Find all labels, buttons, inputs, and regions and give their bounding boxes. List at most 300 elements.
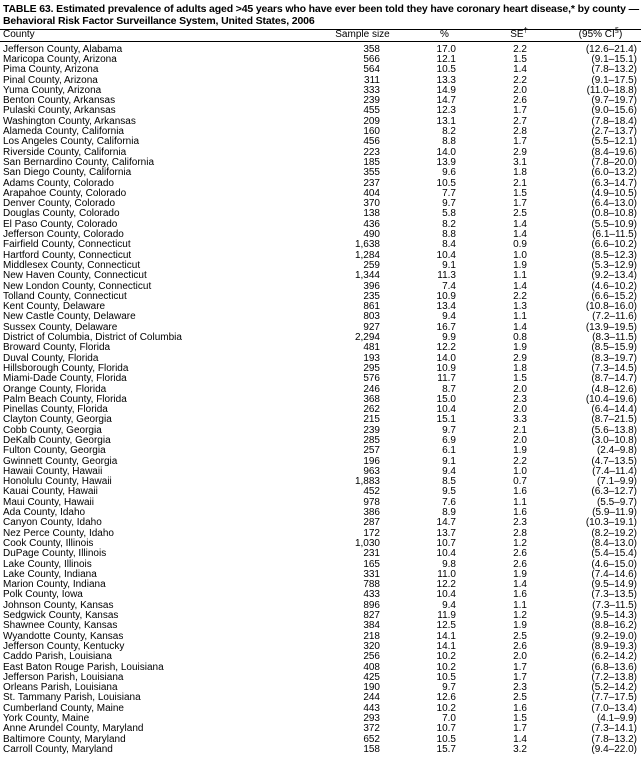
column-header-ci-close: ) [618,29,623,41]
cell-percent: 12.2 [436,579,456,591]
cell-sample-size: 239 [363,424,380,436]
cell-se: 2.9 [513,352,527,364]
cell-sample-size: 1,638 [354,239,380,251]
cell-county: DeKalb County, Georgia [3,434,111,446]
cell-sample-size: 490 [363,229,380,241]
cell-sample-size: 370 [363,198,380,210]
cell-sample-size: 239 [363,95,380,107]
cell-ci: (7.8–13.2) [591,64,637,76]
cell-county: Arapahoe County, Colorado [3,187,127,199]
cell-se: 1.9 [513,620,527,632]
cell-county: Lake County, Indiana [3,568,97,580]
cell-county: Benton County, Arkansas [3,95,116,107]
cell-county: St. Tammany Parish, Louisiana [3,692,141,704]
cell-sample-size: 963 [363,465,380,477]
cell-se: 2.1 [513,177,527,189]
cell-percent: 13.9 [436,156,456,168]
cell-percent: 9.7 [442,682,456,694]
cell-ci: (5.4–15.4) [591,548,637,560]
cell-percent: 5.8 [442,208,456,220]
cell-sample-size: 1,284 [354,249,380,261]
cell-percent: 8.4 [442,239,456,251]
cell-ci: (5.2–14.2) [591,682,637,694]
cell-ci: (5.6–13.8) [591,424,637,436]
cell-sample-size: 138 [363,208,380,220]
cell-sample-size: 566 [363,54,380,65]
cell-percent: 6.1 [442,445,456,457]
cell-ci: (2.7–13.7) [591,126,637,138]
column-header-county: County [3,29,35,41]
cell-county: District of Columbia, District of Columbia [3,332,182,344]
cell-sample-size: 244 [363,692,380,704]
cell-ci: (8.7–21.5) [591,414,637,426]
cell-ci: (7.2–11.6) [592,311,637,323]
cell-percent: 10.2 [436,702,456,714]
cell-county: Sedgwick County, Kansas [3,610,119,622]
cell-ci: (4.6–10.2) [591,280,637,292]
cell-ci: (6.0–13.2) [591,167,637,179]
cell-se: 0.9 [513,239,527,251]
cell-sample-size: 443 [363,702,380,714]
cell-ci: (9.7–19.7) [591,95,637,107]
cell-sample-size: 1,030 [354,537,380,549]
table-title-line-1: TABLE 63. Estimated prevalence of adults aged >45 years who have ever been told they have coronary heart disease,* by county — [3,3,639,15]
cell-sample-size: 256 [363,651,380,663]
cell-county: Jefferson County, Kentucky [3,640,125,652]
cell-percent: 7.6 [442,496,456,508]
cell-ci: (10.4–19.6) [585,393,637,405]
cell-percent: 9.7 [442,424,456,436]
cell-se: 1.7 [513,723,527,735]
cell-ci: (5.5–9.7) [596,496,637,508]
cell-county: Orange County, Florida [3,383,107,395]
cell-county: Jefferson County, Alabama [3,43,123,55]
cell-se: 1.1 [513,311,527,323]
cell-ci: (7.3–14.5) [591,362,637,374]
cell-se: 1.4 [513,280,527,292]
cell-sample-size: 311 [364,74,380,86]
cell-percent: 11.9 [437,610,456,622]
cell-county: Canyon County, Idaho [3,517,102,529]
cell-sample-size: 196 [363,455,380,467]
cell-percent: 8.5 [442,476,456,488]
cell-se: 1.4 [513,321,527,333]
cell-percent: 10.5 [436,671,456,683]
cell-se: 2.1 [513,424,527,436]
cell-percent: 14.7 [436,517,456,529]
column-header-percent: % [440,29,449,41]
cell-ci: (10.8–16.0) [585,301,637,313]
cell-county: Tolland County, Connecticut [3,290,127,302]
cell-ci: (8.4–13.0) [591,537,637,549]
cell-percent: 10.5 [436,733,456,745]
cell-sample-size: 262 [363,404,380,416]
cell-county: Marion County, Indiana [3,579,106,591]
cell-percent: 14.7 [436,95,456,107]
cell-sample-size: 185 [363,156,380,168]
cell-percent: 12.1 [436,54,456,65]
dagger-symbol: † [523,26,528,36]
cell-sample-size: 436 [363,218,380,230]
cell-sample-size: 564 [363,64,380,76]
table-row [0,374,641,384]
cell-ci: (10.3–19.1) [585,517,637,529]
cell-ci: (8.5–15.9) [591,342,637,354]
cell-county: Middlesex County, Connecticut [3,259,141,271]
cell-county: Hartford County, Connecticut [3,249,132,261]
table-header-row [0,30,641,41]
cell-county: Broward County, Florida [3,342,111,354]
cell-se: 2.0 [513,383,527,395]
cell-percent: 14.1 [436,640,456,652]
table-row [0,41,641,55]
cell-se: 2.5 [513,208,527,220]
cell-percent: 7.0 [442,713,456,724]
cell-sample-size: 193 [363,352,380,364]
cell-county: Jefferson County, Colorado [3,229,124,241]
cell-se: 1.5 [513,54,527,65]
cell-county: Los Angeles County, California [3,136,140,148]
cell-se: 1.4 [513,218,527,230]
cell-se: 1.4 [513,579,527,591]
cell-county: Denver County, Colorado [3,198,116,210]
cell-county: Clayton County, Georgia [3,414,112,426]
table-body [0,41,641,755]
cell-ci: (5.9–11.9) [592,507,637,519]
cell-sample-size: 455 [363,105,380,117]
cell-percent: 9.6 [442,167,456,179]
cell-county: Sussex County, Delaware [3,321,118,333]
cell-ci: (6.3–12.7) [591,486,637,498]
cell-ci: (5.5–12.1) [591,136,637,148]
cell-county: El Paso County, Colorado [3,218,118,230]
cell-county: DuPage County, Illinois [3,548,107,560]
cell-se: 1.9 [513,568,527,580]
section-symbol: § [614,26,619,36]
cell-se: 0.7 [513,476,527,488]
cell-percent: 12.3 [436,105,456,117]
cell-se: 2.2 [513,43,527,55]
cell-county: Ada County, Idaho [3,507,86,519]
cell-sample-size: 576 [363,373,380,385]
cell-ci: (6.4–13.0) [591,198,637,210]
cell-county: New London County, Connecticut [3,280,152,292]
cell-percent: 9.1 [442,259,456,271]
table-title-block [0,0,641,28]
column-header-sample-size: Sample size [335,29,390,41]
cell-se: 1.4 [513,229,527,241]
cell-ci: (4.6–15.0) [591,558,637,570]
cell-county: Duval County, Florida [3,352,99,364]
cell-se: 2.0 [513,404,527,416]
cell-ci: (7.8–13.2) [591,733,637,745]
cell-sample-size: 209 [363,115,380,127]
table-wrapper [0,26,641,755]
cell-percent: 14.1 [436,630,456,642]
table-row [0,652,641,662]
cell-percent: 14.0 [436,146,456,158]
column-header-se [481,26,557,41]
cell-sample-size: 358 [363,43,380,55]
table-row [0,498,641,508]
cell-se: 1.8 [513,167,527,179]
cell-sample-size: 456 [363,136,380,148]
cell-se: 1.9 [513,445,527,457]
cell-se: 2.2 [513,455,527,467]
cell-sample-size: 257 [363,445,380,457]
cell-sample-size: 372 [363,723,380,735]
cell-se: 2.6 [513,558,527,570]
cell-percent: 10.2 [436,661,456,673]
cell-county: Nez Perce County, Idaho [3,527,114,539]
cell-percent: 8.2 [442,126,456,138]
cell-se: 2.2 [513,74,527,86]
cell-county: Shawnee County, Kansas [3,620,118,632]
cell-se: 1.6 [513,486,527,498]
cell-percent: 8.8 [442,136,456,148]
cell-county: Kauai County, Hawaii [3,486,98,498]
cell-ci: (0.8–10.8) [591,208,637,220]
cell-county: Cook County, Illinois [3,537,94,549]
cell-ci: (6.3–14.7) [591,177,637,189]
cell-county: Caddo Parish, Louisiana [3,651,112,663]
cell-ci: (7.3–11.5) [592,599,637,611]
cell-ci: (4.1–9.9) [596,713,637,724]
cell-percent: 8.9 [442,507,456,519]
cell-county: Baltimore County, Maryland [3,733,126,745]
cell-county: Pinellas County, Florida [3,404,108,416]
cell-county: Maui County, Hawaii [3,496,94,508]
cell-percent: 9.7 [442,198,456,210]
cell-sample-size: 158 [363,743,380,755]
cell-county: Polk County, Iowa [3,589,83,601]
cell-sample-size: 452 [363,486,380,498]
cell-county: Orleans Parish, Louisiana [3,682,118,694]
cell-ci: (8.3–11.5) [592,332,637,344]
cell-county: Lake County, Illinois [3,558,92,570]
cell-ci: (9.2–19.0) [591,630,637,642]
column-header-ci-label: (95% CI [578,29,615,41]
cell-se: 1.8 [513,362,527,374]
cell-se: 1.0 [513,249,527,261]
cell-county: Washington County, Arkansas [3,115,136,127]
cell-county: Wyandotte County, Kansas [3,630,124,642]
cell-county: Fairfield County, Connecticut [3,239,131,251]
cell-sample-size: 285 [363,434,380,446]
cell-percent: 8.8 [442,229,456,241]
cell-ci: (5.3–12.9) [591,259,637,271]
cell-county: Maricopa County, Arizona [3,54,117,65]
cell-ci: (12.6–21.4) [585,43,637,55]
cell-ci: (7.1–9.9) [596,476,637,488]
cell-se: 2.8 [513,527,527,539]
cell-sample-size: 165 [363,558,380,570]
cell-county: Alameda County, California [3,126,124,138]
cell-percent: 8.2 [442,218,456,230]
table-row [0,549,641,559]
cell-sample-size: 788 [363,579,380,591]
cell-sample-size: 333 [363,84,380,96]
table-row [0,529,641,539]
cell-sample-size: 2,294 [354,332,380,344]
cell-county: Honolulu County, Hawaii [3,476,112,488]
cell-percent: 13.3 [436,74,456,86]
cell-percent: 10.5 [436,177,456,189]
cell-ci: (7.4–11.4) [592,465,637,477]
cell-se: 1.5 [513,373,527,385]
cell-ci: (9.5–14.9) [591,579,637,591]
cell-percent: 9.1 [442,455,456,467]
cell-se: 2.8 [513,126,527,138]
cell-se: 1.6 [513,589,527,601]
cell-county: Hillsborough County, Florida [3,362,129,374]
cell-se: 1.1 [513,496,527,508]
cell-percent: 10.5 [436,64,456,76]
cell-sample-size: 320 [363,640,380,652]
cell-se: 2.0 [513,84,527,96]
cell-county: Douglas County, Colorado [3,208,120,220]
cell-se: 2.5 [513,692,527,704]
cell-sample-size: 1,883 [354,476,380,488]
cell-se: 1.4 [513,733,527,745]
cell-sample-size: 223 [363,146,380,158]
cell-sample-size: 425 [363,671,380,683]
cell-county: Palm Beach County, Florida [3,393,127,405]
cell-ci: (7.8–20.0) [591,156,637,168]
cell-se: 1.7 [513,661,527,673]
cell-ci: (4.9–10.5) [591,187,637,199]
cell-percent: 11.7 [437,373,456,385]
cell-percent: 17.0 [436,43,456,55]
cell-percent: 7.7 [442,187,456,199]
cell-ci: (13.9–19.5) [585,321,637,333]
cell-percent: 11.0 [437,568,456,580]
cell-sample-size: 295 [363,362,380,374]
cell-se: 1.7 [513,105,527,117]
cell-sample-size: 803 [363,311,380,323]
cell-se: 1.5 [513,187,527,199]
cell-county: New Castle County, Delaware [3,311,136,323]
cell-county: Pinal County, Arizona [3,74,98,86]
cell-percent: 11.3 [437,270,456,282]
cell-ci: (8.3–19.7) [591,352,637,364]
cell-ci: (8.4–19.6) [591,146,637,158]
cell-ci: (6.6–15.2) [591,290,637,302]
cell-percent: 15.7 [436,743,456,755]
cell-se: 1.6 [513,702,527,714]
cell-se: 1.5 [513,713,527,724]
cell-se: 2.6 [513,548,527,560]
cell-percent: 6.9 [442,434,456,446]
cell-percent: 10.4 [436,249,456,261]
cell-county: San Diego County, California [3,167,132,179]
table-title-line-2: Behavioral Risk Factor Surveillance System, United States, 2006 [3,15,315,28]
cell-ci: (2.4–9.8) [596,445,637,457]
cell-county: Anne Arundel County, Maryland [3,723,144,735]
cell-se: 1.9 [513,259,527,271]
cell-se: 3.3 [513,414,527,426]
cell-se: 1.1 [513,599,527,611]
cell-se: 1.9 [513,342,527,354]
cell-se: 0.8 [513,332,527,344]
cell-percent: 9.4 [442,599,456,611]
cell-county: Fulton County, Georgia [3,445,106,457]
cell-percent: 13.7 [436,527,456,539]
cell-sample-size: 293 [363,713,380,724]
table-row [0,487,641,497]
cell-ci: (6.2–14.2) [591,651,637,663]
cell-ci: (8.7–14.7) [591,373,637,385]
cell-sample-size: 827 [363,610,380,622]
cell-percent: 10.2 [436,651,456,663]
table-row [0,580,641,590]
cell-se: 2.6 [513,640,527,652]
cell-se: 1.2 [513,610,527,622]
cell-percent: 14.9 [436,84,456,96]
cell-percent: 9.5 [442,486,456,498]
cell-county: Yuma County, Arizona [3,84,102,96]
cell-county: Pulaski County, Arkansas [3,105,116,117]
cell-se: 1.0 [513,465,527,477]
cell-county: New Haven County, Connecticut [3,270,147,282]
cell-county: Miami-Dade County, Florida [3,373,127,385]
cell-se: 1.7 [513,136,527,148]
cell-sample-size: 368 [363,393,380,405]
cell-sample-size: 172 [363,527,380,539]
cell-percent: 10.7 [436,537,456,549]
cell-percent: 9.4 [442,311,456,323]
cell-county: Pima County, Arizona [3,64,99,76]
cell-county: Adams County, Colorado [3,177,114,189]
cell-se: 1.3 [513,301,527,313]
cell-se: 1.6 [513,507,527,519]
cell-ci: (7.3–13.5) [591,589,637,601]
cell-ci: (6.4–14.4) [591,404,637,416]
cell-ci: (6.8–13.6) [591,661,637,673]
cell-ci: (6.6–10.2) [591,239,637,251]
cell-sample-size: 433 [363,589,380,601]
cell-percent: 10.4 [436,589,456,601]
cell-ci: (9.0–15.6) [591,105,637,117]
cell-percent: 10.7 [436,723,456,735]
cell-ci: (8.8–16.2) [591,620,637,632]
cell-sample-size: 408 [363,661,380,673]
cell-percent: 12.5 [436,620,456,632]
cell-ci: (8.9–19.3) [591,640,637,652]
cell-ci: (4.8–12.6) [591,383,637,395]
cell-percent: 10.9 [436,362,456,374]
table-row [0,271,641,281]
cell-ci: (7.2–13.8) [591,671,637,683]
cell-percent: 10.4 [436,548,456,560]
cell-county: Hawaii County, Hawaii [3,465,103,477]
cell-percent: 9.9 [442,332,456,344]
cell-se: 2.5 [513,630,527,642]
cell-sample-size: 978 [363,496,380,508]
cell-county: Kent County, Delaware [3,301,106,313]
cell-ci: (7.3–14.1) [591,723,637,735]
cell-county: East Baton Rouge Parish, Louisiana [3,661,164,673]
cell-sample-size: 231 [363,548,380,560]
cell-percent: 9.8 [442,558,456,570]
cell-percent: 15.0 [436,393,456,405]
cell-sample-size: 652 [363,733,380,745]
table-row [0,745,641,755]
cell-se: 1.7 [513,198,527,210]
cell-percent: 16.7 [436,321,456,333]
cell-sample-size: 481 [363,342,380,354]
cell-se: 2.6 [513,95,527,107]
